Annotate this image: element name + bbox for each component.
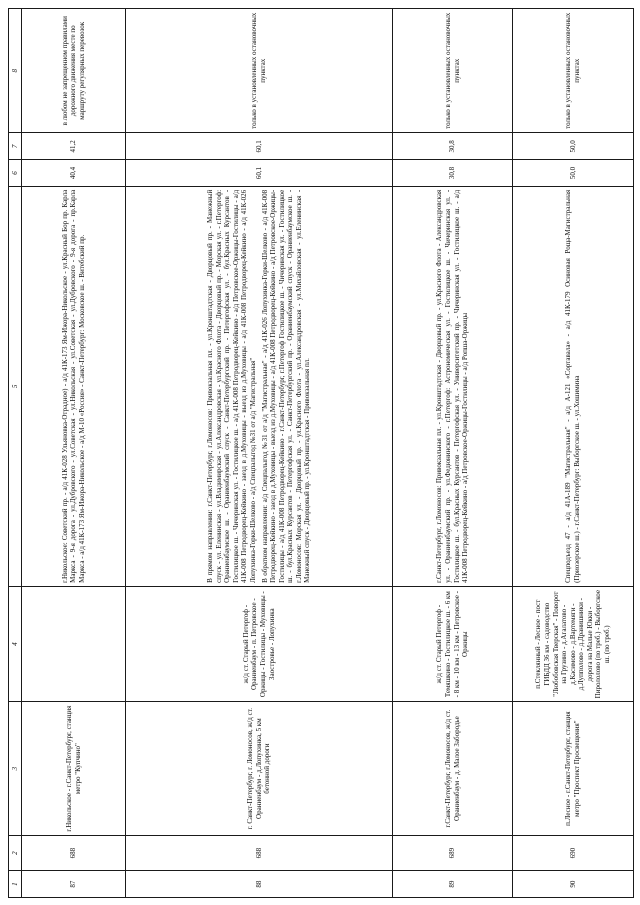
route-segment: г.Никольское: Советский пр. - а/д 41К-028 Ульяновка-Отрадное) - а/д 41К-173 Ям-Ижора-Никольское - ул.Красный Бор пр. Карла Маркса - 9-я дорога - ул.Дубровского - ул.Советская - ул.Никольская - ул.Советская - ул.Дубровского - 9-я дорога - пр.Карла Маркса - а/д 41К-173 Ям-Ижора-Никольское - а/д М-10 «Россия» - Санкт-Петербург: Московское ш. - Витебский пр. [60,189,86,583]
intermediate-stops: п.Стеклянный - Лесное - пост ГИБДД 36 км - садоводство "Любобовская Тверская" - Поворот на Грузино - д.Агалатово - д.Касимово - д.Вартемяги - д.Лупполово - д.Дранишники - дорога на Малые Юкки - Пирололово (по треб.) - Выборгское ш. (по треб.) [513,586,634,702]
route-code: 688 [126,835,393,871]
distance-forward: 30,8 [393,160,513,187]
route-segment: Спецподъезд 47 - а/д 41А-189 "Магистральная" - а/д А-121 «Сортавала» - а/д 41К-179 Осиновая Роща-Магистральная (Приозерское ш.) - г.Санкт-Петербург: Выборгское ш. - ул.Хошимина [564,189,581,583]
route-name: г.Санкт-Петербург, г.Ломоносов, ж/д ст. Ораниенбаум - д. Малое Забородье [393,702,513,835]
intermediate-stops: ж/д ст. Старый Петергоф - Ораниенбаум - п. Петровское - Оржицы - Гостилицы - Муховицы - Заостровье - Лопухинка [126,586,393,702]
table-row [513,9,634,898]
intermediate-stops: ж/д ст. Старый Петергоф - Темяшкино - Гостилицкое ш. - 6 км - 8 км - 10 км - 13 км - Петровское - Оржицы [393,586,513,702]
distance-forward: 60,1 [126,160,393,187]
distance-return: 50,0 [513,133,634,160]
table-row [393,9,513,898]
row-number: 87 [22,871,126,898]
route-segment-return: В обратном направлении: а/д Спецпалыгод №31 от а/д "Магистральная" - а/д 41К-026 Лопухинка-Горки-Шелково - а/д 41К-008 Петродворец-Кейкино - заезд в д.Муховицы - выезд из д.Муховицы - а/д 41К-008 Петродворец-Кейкино - а/д Петровское-Оржицы-Гостилицы - а/д 41К-008 Петродворец-Кейкино - г.Санкт-Петербург, г.Петергоф Гостилицкое ш. - Чичеринская ул. - Гостилицкое ш. - бул.Красных Курсантов - Петергофская ул. - Санкт-Петербургский пр. - Ораниенбаумский спуск - Ораниенбаумское ш. - г.Ломоносов: Морская ул. - Дворцовый пр. - ул.Красного Флота - ул.Александровская - ул.Михайловская - ул.Еленинская - Манежный спуск - Дворцовый пр. - ул.Кронштадтская - Привокзальная пл. [260,189,312,583]
header-col-5: 5 [9,186,22,586]
route-code: 689 [393,835,513,871]
header-col-7: 7 [9,133,22,160]
header-col-1: 1 [9,871,22,898]
route-register-table [8,8,634,898]
stop-order-note: только в установленных остановочных пунктах [513,9,634,134]
distance-return: 30,8 [393,133,513,160]
route-streets [513,186,634,586]
route-name: п.Лесное - г.Санкт-Петербург, станция метро "Проспект Просвещения" [513,702,634,835]
route-segment: г.Санкт-Петербург, г.Ломоносов: Привокзальная пл. - ул.Кронштадтская - Дворцовый пр. - ул.Красного Флота - Александровская ул. - Ораниенбаумский пр. - ул.Федюнинского - г.Петергоф: Астрономическая ул. - Гостилицкое ш. - Чичеринская ул. - Гостилицкое ш. - бул.Красных Курсантов - Петергофская ул. - Университетский пр. - Чичеринская ул. - Гостилицкое ш. - а/д 41К-008 Петродворец-Кейкино - а/д Петровское-Оржицы-Гостилицы - а/д Ропша-Оржицы [435,189,470,583]
distance-forward: 40,4 [22,160,126,187]
distance-forward: 50,0 [513,160,634,187]
header-col-4: 4 [9,586,22,702]
route-streets [126,186,393,586]
rotated-page [8,8,632,898]
table-row [22,9,126,898]
header-col-6: 6 [9,160,22,187]
distance-return: 41,2 [22,133,126,160]
route-streets [22,186,126,586]
header-col-8: 8 [9,9,22,134]
distance-return: 60,1 [126,133,393,160]
row-number: 89 [393,871,513,898]
stop-order-note: в любом не запрещенном правилами дорожного движения месте по маршруту регулярных перевозок [22,9,126,134]
route-name: г.Никольское - г.Санкт-Петербург, станция метро "Купчино" [22,702,126,835]
intermediate-stops [22,586,126,702]
table-row [126,9,393,898]
stop-order-note: только в установленных остановочных пунктах [126,9,393,134]
stop-order-note: только в установленных остановочных пунктах [393,9,513,134]
row-number: 90 [513,871,634,898]
header-col-3: 3 [9,702,22,835]
route-segment-forward: В прямом направлении: г.Санкт-Петербург, г.Ломоносов: Привокзальная пл. - ул.Кронштадтская - Дворцовый пр. - Манежный спуск - ул. Еленинская - ул.Владимирская - ул.Александровская - ул.Красного Флота - Дворцовый пр. - Морская ул. - г.Петергоф: Ораниенбаумское ш. - Ораниенбаумский спуск - Санкт-Петербургский пр. - Петергофская ул. - бул.Красных Курсантов - Гостилицкое ш. - Чичеринская ул. - Гостилицкое ш. - а/д 41К-008 Петродворец-Кейкино - а/д Петровское-Оржицы-Гостилицы - а/д 41К-008 Петродворец-Кейкино - заезд в д.Муховицы - выезд из д.Муховицы - а/д 41К-008 Петродворец-Кейкино - а/д 41К-026 Лопухинка-Горки-Шелково - а/д Спецпалыгод №31 от а/д "Магистральная" [205,189,257,583]
route-code: 690 [513,835,634,871]
header-col-2: 2 [9,835,22,871]
route-code: 688 [22,835,126,871]
route-name: г. Санкт-Петербург, г. Ломоносов, ж/д ст. Ораниенбаум - д.Лопухинка, 5 км бетонной дороги [126,702,393,835]
row-number: 88 [126,871,393,898]
route-streets [393,186,513,586]
header-row [9,9,22,898]
